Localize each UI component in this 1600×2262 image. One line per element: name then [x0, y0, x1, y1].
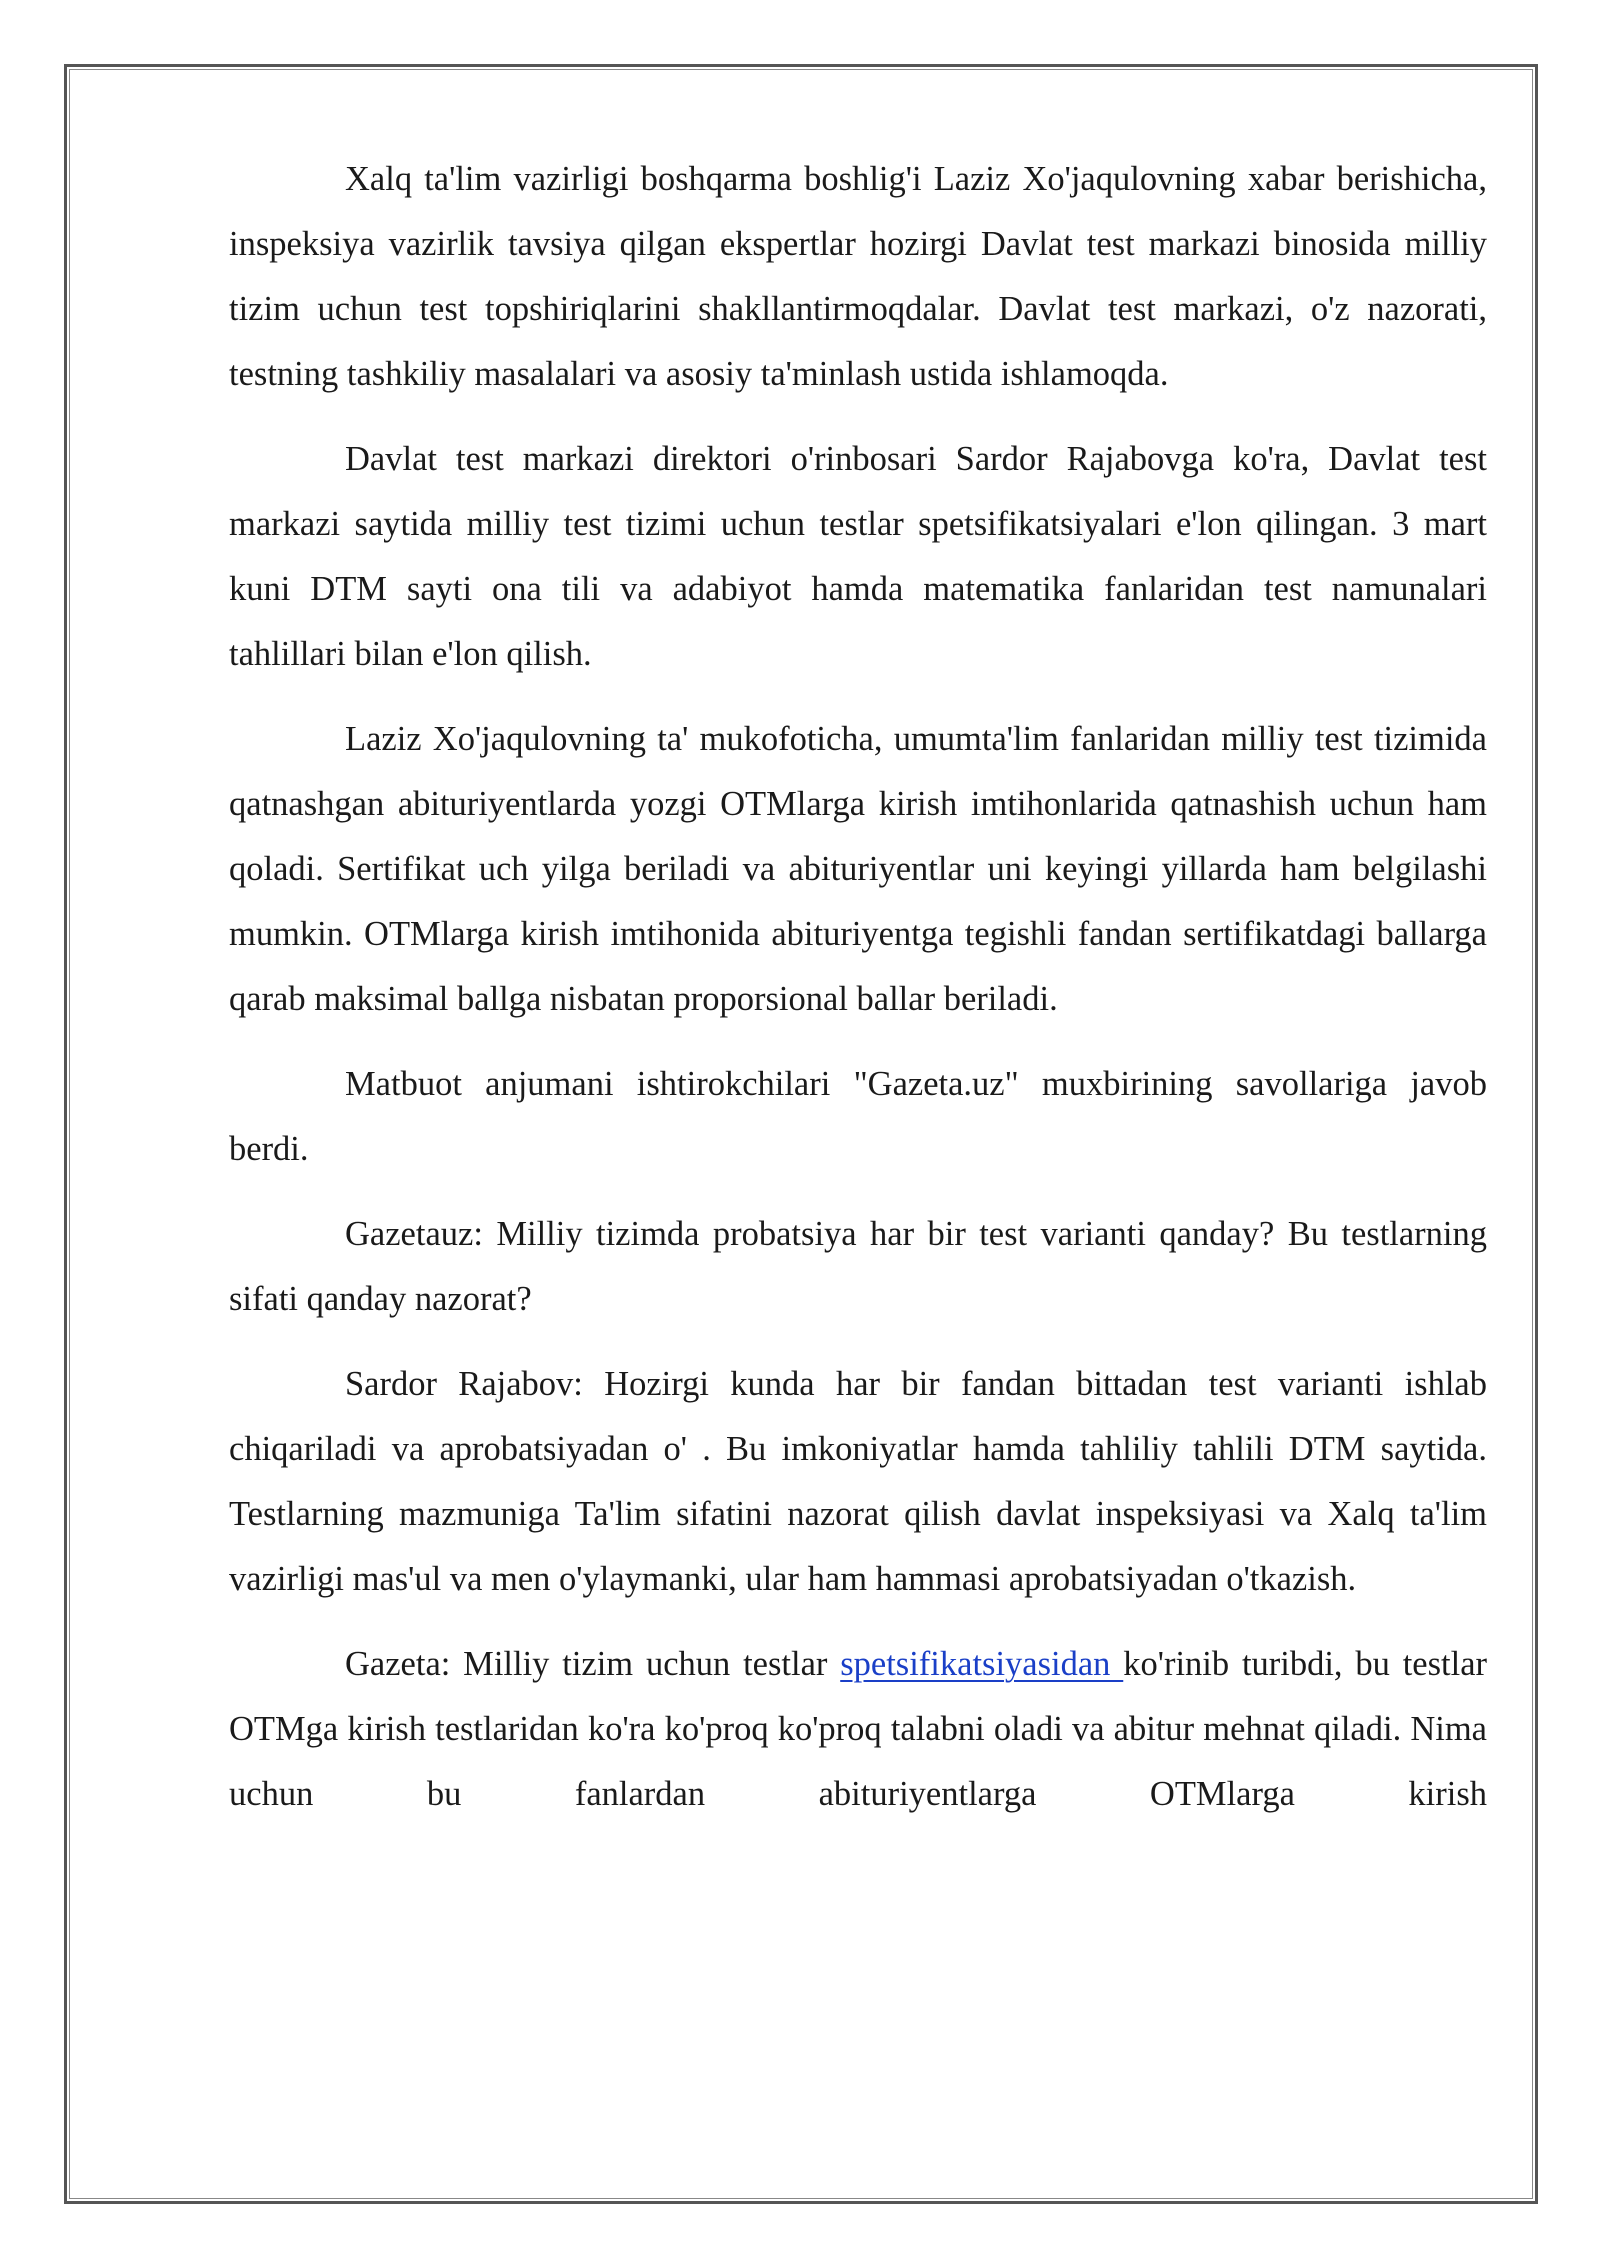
- paragraph-with-link: [229, 1632, 1487, 1827]
- paragraph-text-after-link: ko'rinib turibdi, bu testlar OTMga kirish testlaridan ko'ra ko'proq ko'proq talabni oladi va abitur mehnat qiladi. Nima uchun bu fanlardan abituriyentlarga OTMlarga kirish: [229, 1645, 1487, 1813]
- paragraph: Laziz Xo'jaqulovning ta' mukofoticha, umumta'lim fanlaridan milliy test tizimida qatnashgan abituriyentlarda yozgi OTMlarga kirish imtihonlarida qatnashish uchun ham qoladi. Sertifikat uch yilga beriladi va abituriyentlar uni keyingi yillarda ham belgilashi mumkin. OTMlarga kirish imtihonida abituriyentga tegishli fandan sertifikatdagi ballarga qarab maksimal ballga nisbatan proporsional ballar beriladi.: [229, 720, 1487, 1018]
- paragraph-text-before-link: Gazeta: Milliy tizim uchun testlar: [345, 1645, 841, 1683]
- document-body: [229, 147, 1487, 1847]
- paragraph: Matbuot anjumani ishtirokchilari "Gazeta.uz" muxbirining savollariga javob berdi.: [229, 1065, 1487, 1168]
- paragraph: Davlat test markazi direktori o'rinbosari Sardor Rajabovga ko'ra, Davlat test markazi saytida milliy test tizimi uchun testlar spetsifikatsiyalari e'lon qilingan. 3 mart kuni DTM sayti ona tili va adabiyot hamda matematika fanlaridan test namunalari tahlillari bilan e'lon qilish.: [229, 440, 1487, 673]
- paragraph: Xalq ta'lim vazirligi boshqarma boshlig'i Laziz Xo'jaqulovning xabar berishicha, inspeksiya vazirlik tavsiya qilgan ekspertlar hozirgi Davlat test markazi binosida milliy tizim uchun test topshiriqlarini shakllantirmoqdalar. Davlat test markazi, o'z nazorati, testning tashkiliy masalalari va asosiy ta'minlash ustida ishlamoqda.: [229, 160, 1487, 393]
- paragraph: Sardor Rajabov: Hozirgi kunda har bir fandan bittadan test varianti ishlab chiqariladi va aprobatsiyadan o' . Bu imkoniyatlar hamda tahliliy tahlili DTM saytida. Testlarning mazmuniga Ta'lim sifatini nazorat qilish davlat inspeksiyasi va Xalq ta'lim vazirligi mas'ul va men o'ylaymanki, ular ham hammasi aprobatsiyadan o'tkazish.: [229, 1365, 1487, 1598]
- specification-link[interactable]: spetsifikatsiyasidan: [840, 1645, 1124, 1683]
- paragraph: Gazetauz: Milliy tizimda probatsiya har bir test varianti qanday? Bu testlarning sifati qanday nazorat?: [229, 1215, 1487, 1318]
